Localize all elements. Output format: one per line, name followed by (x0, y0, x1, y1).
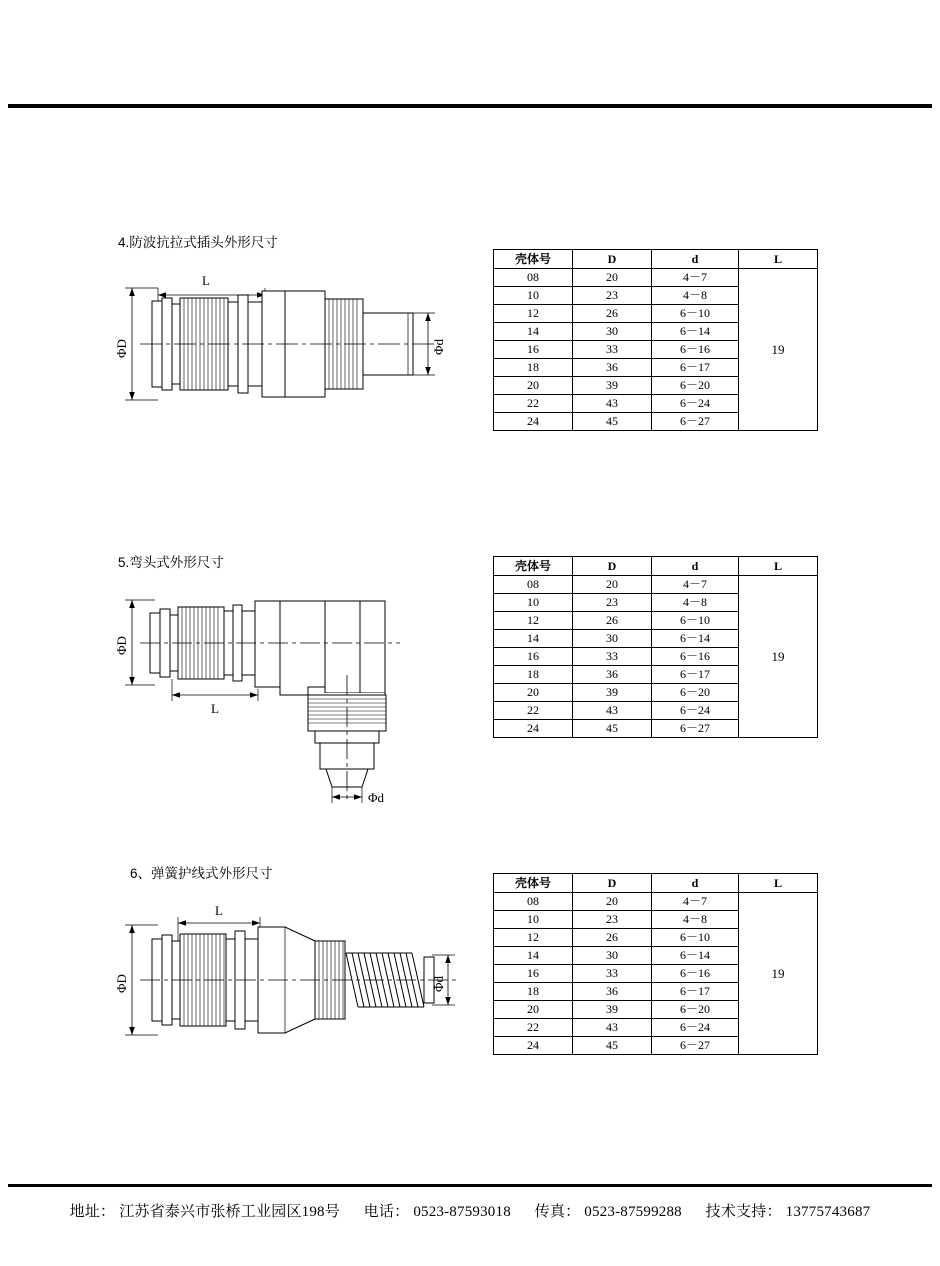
cell-shell: 12 (494, 305, 573, 323)
footer-fax-value: 0523-87599288 (584, 1204, 682, 1220)
header-shell: 壳体号 (494, 557, 573, 576)
header-band (8, 8, 932, 104)
drawing-spring-strain-relief-connector (110, 895, 490, 1060)
table-header-row (494, 557, 818, 576)
svg-text:L: L (202, 273, 210, 288)
cell-D: 26 (573, 929, 652, 947)
cell-shell: 10 (494, 594, 573, 612)
cell-d: 4－8 (652, 911, 739, 929)
cell-D: 36 (573, 666, 652, 684)
cell-d: 6－14 (652, 630, 739, 648)
table-row (494, 893, 818, 911)
cell-D: 39 (573, 377, 652, 395)
cell-shell: 16 (494, 341, 573, 359)
section-title-4: 4.防波抗拉式插头外形尺寸 (118, 235, 278, 250)
cell-d: 6－10 (652, 305, 739, 323)
cell-shell: 10 (494, 911, 573, 929)
cell-d: 6－27 (652, 1037, 739, 1055)
cell-shell: 14 (494, 323, 573, 341)
footer (0, 1200, 940, 1221)
cell-D: 43 (573, 395, 652, 413)
footer-phone-value: 0523-87593018 (413, 1204, 511, 1220)
dimension-table-4 (493, 249, 818, 431)
cell-shell: 24 (494, 413, 573, 431)
cell-d: 6－16 (652, 965, 739, 983)
header-L: L (739, 557, 818, 576)
cell-shell: 18 (494, 666, 573, 684)
cell-shell: 20 (494, 377, 573, 395)
cell-D: 20 (573, 576, 652, 594)
dimension-table-6 (493, 873, 818, 1055)
cell-shell: 22 (494, 395, 573, 413)
footer-divider (8, 1184, 932, 1187)
cell-shell: 22 (494, 1019, 573, 1037)
cell-L: 19 (739, 893, 818, 1055)
cell-d: 6－20 (652, 684, 739, 702)
cell-D: 36 (573, 983, 652, 1001)
drawing-straight-connector (110, 255, 480, 420)
cell-D: 30 (573, 947, 652, 965)
cell-D: 43 (573, 702, 652, 720)
cell-D: 45 (573, 1037, 652, 1055)
svg-text:ΦD: ΦD (114, 636, 129, 655)
cell-shell: 20 (494, 1001, 573, 1019)
cell-d: 6－14 (652, 947, 739, 965)
cell-D: 36 (573, 359, 652, 377)
cell-shell: 18 (494, 983, 573, 1001)
header-shell: 壳体号 (494, 250, 573, 269)
header-D: D (573, 557, 652, 576)
cell-d: 6－16 (652, 341, 739, 359)
table-header-row (494, 250, 818, 269)
header-D: D (573, 874, 652, 893)
cell-d: 6－17 (652, 666, 739, 684)
svg-text:L: L (211, 701, 219, 716)
cell-D: 43 (573, 1019, 652, 1037)
cell-L: 19 (739, 269, 818, 431)
header-d: d (652, 557, 739, 576)
footer-phone-label: 电话： (363, 1204, 410, 1220)
cell-d: 6－20 (652, 377, 739, 395)
cell-d: 6－10 (652, 929, 739, 947)
svg-text:ΦD: ΦD (114, 974, 129, 993)
cell-d: 6－17 (652, 359, 739, 377)
svg-text:Φd: Φd (368, 790, 385, 805)
cell-d: 4－7 (652, 576, 739, 594)
header-L: L (739, 250, 818, 269)
cell-D: 26 (573, 612, 652, 630)
svg-text:L: L (215, 903, 223, 918)
dimension-table-5 (493, 556, 818, 738)
drawing-right-angle-connector (110, 575, 480, 825)
cell-D: 30 (573, 323, 652, 341)
svg-text:ΦD: ΦD (114, 339, 129, 358)
cell-d: 6－24 (652, 1019, 739, 1037)
cell-d: 4－8 (652, 287, 739, 305)
footer-support-label: 技术支持： (705, 1204, 782, 1220)
footer-address-value: 江苏省泰兴市张桥工业园区198号 (119, 1204, 340, 1220)
cell-D: 39 (573, 1001, 652, 1019)
table-row (494, 269, 818, 287)
cell-shell: 08 (494, 269, 573, 287)
cell-D: 30 (573, 630, 652, 648)
cell-shell: 14 (494, 630, 573, 648)
section-title-6: 6、弹簧护线式外形尺寸 (130, 866, 273, 881)
cell-d: 6－10 (652, 612, 739, 630)
cell-d: 4－7 (652, 269, 739, 287)
header-d: d (652, 874, 739, 893)
cell-shell: 08 (494, 576, 573, 594)
cell-D: 23 (573, 911, 652, 929)
cell-L: 19 (739, 576, 818, 738)
cell-shell: 24 (494, 1037, 573, 1055)
cell-shell: 18 (494, 359, 573, 377)
cell-shell: 24 (494, 720, 573, 738)
table-header-row (494, 874, 818, 893)
cell-d: 4－7 (652, 893, 739, 911)
cell-shell: 20 (494, 684, 573, 702)
cell-d: 6－16 (652, 648, 739, 666)
cell-shell: 12 (494, 929, 573, 947)
footer-address-label: 地址： (69, 1204, 116, 1220)
cell-shell: 10 (494, 287, 573, 305)
footer-fax-label: 传真： (534, 1204, 581, 1220)
cell-D: 45 (573, 413, 652, 431)
cell-shell: 22 (494, 702, 573, 720)
cell-D: 39 (573, 684, 652, 702)
cell-d: 6－27 (652, 413, 739, 431)
cell-shell: 14 (494, 947, 573, 965)
cell-d: 4－8 (652, 594, 739, 612)
section-title-5: 5.弯头式外形尺寸 (118, 555, 224, 570)
cell-D: 33 (573, 341, 652, 359)
header-divider (8, 104, 932, 108)
cell-shell: 08 (494, 893, 573, 911)
footer-support-value: 13775743687 (785, 1204, 871, 1220)
cell-d: 6－24 (652, 395, 739, 413)
cell-D: 33 (573, 965, 652, 983)
cell-d: 6－14 (652, 323, 739, 341)
header-D: D (573, 250, 652, 269)
cell-d: 6－24 (652, 702, 739, 720)
cell-D: 20 (573, 269, 652, 287)
cell-D: 45 (573, 720, 652, 738)
svg-text:Φd: Φd (431, 338, 446, 355)
table-row (494, 576, 818, 594)
cell-D: 26 (573, 305, 652, 323)
cell-shell: 16 (494, 648, 573, 666)
cell-D: 33 (573, 648, 652, 666)
cell-shell: 12 (494, 612, 573, 630)
cell-D: 23 (573, 287, 652, 305)
cell-D: 20 (573, 893, 652, 911)
cell-D: 23 (573, 594, 652, 612)
header-L: L (739, 874, 818, 893)
cell-d: 6－20 (652, 1001, 739, 1019)
cell-shell: 16 (494, 965, 573, 983)
header-shell: 壳体号 (494, 874, 573, 893)
cell-d: 6－17 (652, 983, 739, 1001)
cell-d: 6－27 (652, 720, 739, 738)
header-d: d (652, 250, 739, 269)
svg-text:Φd: Φd (431, 975, 446, 992)
